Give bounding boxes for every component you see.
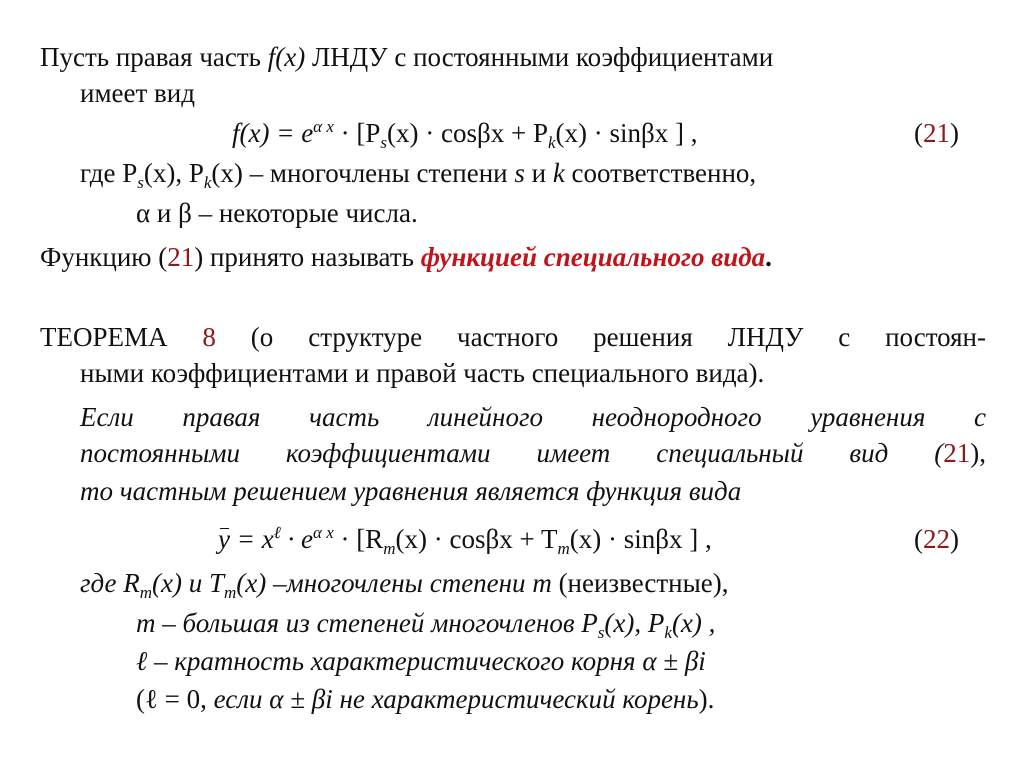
m-definition-line: m – большая из степеней многочленов $P_s(x)$, $P_k(x)$ , (136, 608, 716, 642)
equation-21-number: (21) (914, 118, 959, 148)
intro-line-2: имеет вид (80, 78, 195, 108)
theorem-heading-2: ными коэффициентами и правой часть специального вида). (80, 358, 765, 388)
theorem-p3: то частным решением уравнения является функция вида (80, 476, 742, 506)
where-rm-line: где $R_m(x)$ и $T_m(x)$ –многочлены степени m (неизвестные), (80, 568, 729, 602)
where-line: где $P_s(x)$, $P_k(x)$ – многочлены степени s и k соответственно, (80, 158, 757, 192)
l-zero-line: (ℓ = 0, если α ± βi не характеристический корень). (136, 684, 715, 714)
fx-symbol: f(x) (267, 42, 306, 72)
equation-22-number: (22) (914, 524, 959, 554)
alpha-beta-line: α и β – некоторые числа. (136, 198, 418, 228)
l-definition-line: ℓ – кратность характеристического корня α ± βi (136, 646, 706, 676)
function-def-line: Функцию (21) принято называть функцией специального вида. (40, 242, 772, 272)
theorem-p2: постоянными коэффициентами имеет специальный вид (21), (80, 438, 986, 468)
theorem-heading: ТЕОРЕМА 8 (о структуре частного решения ЛНДУ с постоян- (40, 322, 986, 352)
equation-22: $y = x^\ell \cdot e^{\alpha x} \cdot [R_m(x) \cdot \cos\beta x + T_m(x) \cdot \sin\beta x$ ] , (218, 523, 712, 558)
equation-21: $f(x) = e^{\alpha x} \cdot [P_s(x) \cdot \cos\beta x + P_k(x) \cdot \sin\beta x$ ] , (232, 117, 698, 152)
y-bar-symbol: y (218, 524, 230, 554)
intro-line-1: Пусть правая часть f(x) ЛНДУ с постоянными коэффициентами (40, 42, 774, 72)
theorem-p1: Если правая часть линейного неоднородного уравнения с (80, 402, 986, 432)
special-function-term: функцией специального вида (420, 242, 766, 272)
